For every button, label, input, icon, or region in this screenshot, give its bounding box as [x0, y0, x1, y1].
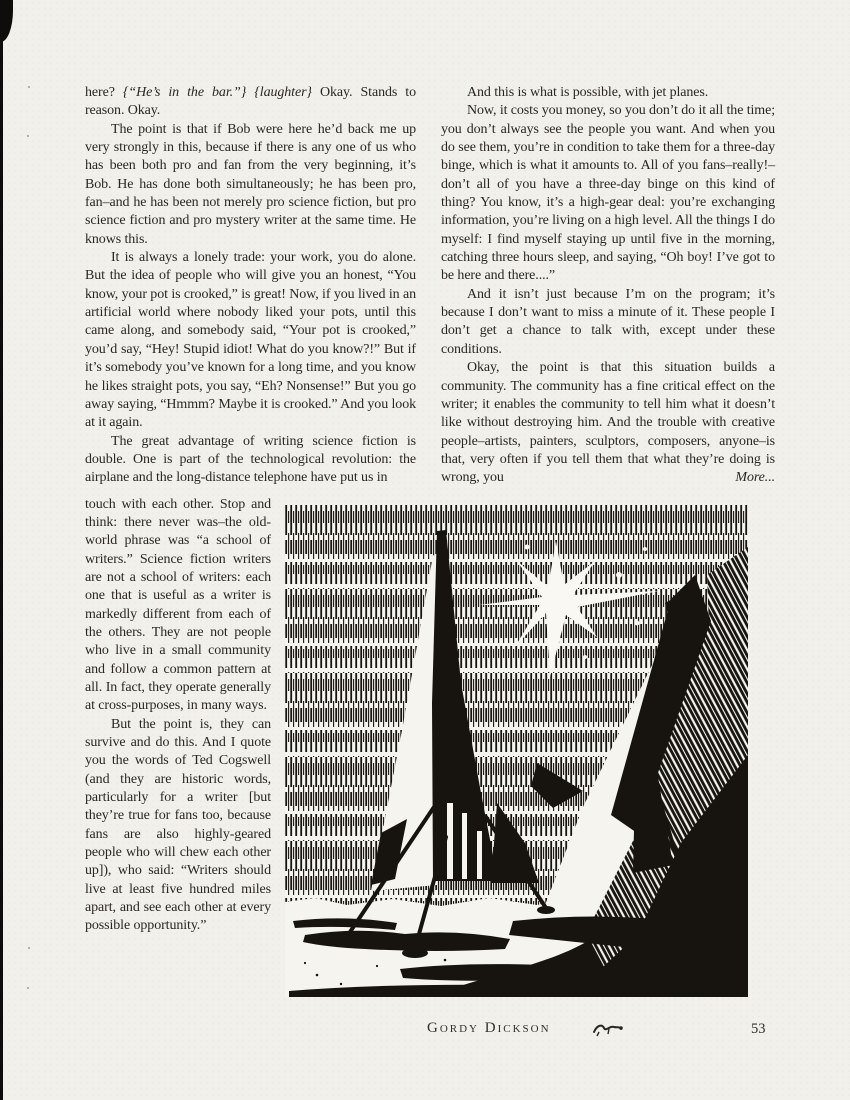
paragraph: The great advantage of writing science fiction is double. One is part of the technological revolution: the airplane and the long-distance telephone have put us in [85, 433, 416, 486]
paragraph: Now, it costs you money, so you don’t do it all the time; you don’t always see the people you want. And when you do see them, you’re in condition to take them for a three-day binge, which is what it amounts to. All of you fans–really!–don’t all of you have a three-day binge on this kind of thing? You know, it’s a high-gear deal: you’re exchanging information, you’re living on a high level. All the things I do myself: I find myself staying up until five in the morning, catching three hours sleep, and saying, “Oh boy! I’ve got to be here and there....” [441, 103, 775, 284]
paragraph: And this is what is possible, with jet planes. [467, 85, 709, 100]
rocket-woodcut-illustration [285, 505, 748, 997]
paragraph: The point is that if Bob were here he’d back me up very strongly in this, because if there is any one of us who has been both pro and fan from the very beginning, it’s Bob. He has done both simultaneously; he has been pro, fan–and he has been not merely pro science fiction, but pro science fiction and pro mystery writer at the same time. He knows this. [85, 121, 416, 247]
scan-edge-corner [0, 0, 13, 42]
paragraph: It is always a lonely trade: your work, you do alone. But the idea of people who will give you an honest, “You know, your pot is crooked,” is great! Now, if you lived in an artificial world where nobody liked your pots, until this came along, and somebody said, “Your pot is crooked,” you’d say, “Hey! Stupid idiot! What do you know?!” But if it’s somebody you’ve known for a long time, and you know he likes straight pots, you say, “Eh? Nonsense!” But you go away saying, “Hmmm? Maybe it is crooked.” And you look at it again. [85, 250, 416, 431]
ink-speck [28, 86, 30, 88]
paragraph: And it isn’t just because I’m on the program; it’s because I don’t want to miss a minute of it. These people I don’t get a chance to talk with, except under these conditions. [441, 286, 775, 357]
paragraph: Okay, the point is that this situation builds a community. The community has a fine critical effect on the writer; it enables the community to tell him what it doesn’t like without destroying him. And the trouble with creative people–artists, painters, sculptors, composers, anyone–is that, very often if you tell them that what they’re doing is wrong, you More... [441, 359, 775, 487]
ink-speck [28, 947, 30, 949]
left-column-narrow [85, 496, 271, 936]
ink-speck [27, 135, 29, 137]
scan-edge-line [0, 0, 3, 1100]
paragraph: here? {“He’s in the bar.”} {laughter} Okay. Stands to reason. Okay. [85, 85, 416, 119]
paragraph: But the point is, they can survive and do this. And I quote you the words of Ted Cogswell (and they are historic words, particularly for a writer [but they’re true for fans too, because fans are also highly-geared people who will chew each other up]), who said: “Writers should live at least five hundred miles apart, and see each other at every possible opportunity.” [85, 716, 271, 934]
right-column [441, 84, 775, 488]
page-number: 53 [751, 1021, 766, 1037]
left-column-full-width [85, 84, 416, 488]
continuation-more: More... [735, 470, 775, 486]
paragraph: touch with each other. Stop and think: there never was–the old-world phrase was “a school of writers.” Science fiction writers are not a school of writers: each one that is useful as a writer is markedly different from each of the others. They are not people who live in a small community and follow a common pattern at all. In fact, they operate generally at cross-purposes, in many ways. [85, 496, 271, 714]
lizard-squiggle-icon [591, 1019, 625, 1039]
footer-author: Gordy Dickson [427, 1020, 551, 1036]
rocket-woodcut-svg [285, 505, 748, 997]
ink-speck [27, 987, 29, 989]
